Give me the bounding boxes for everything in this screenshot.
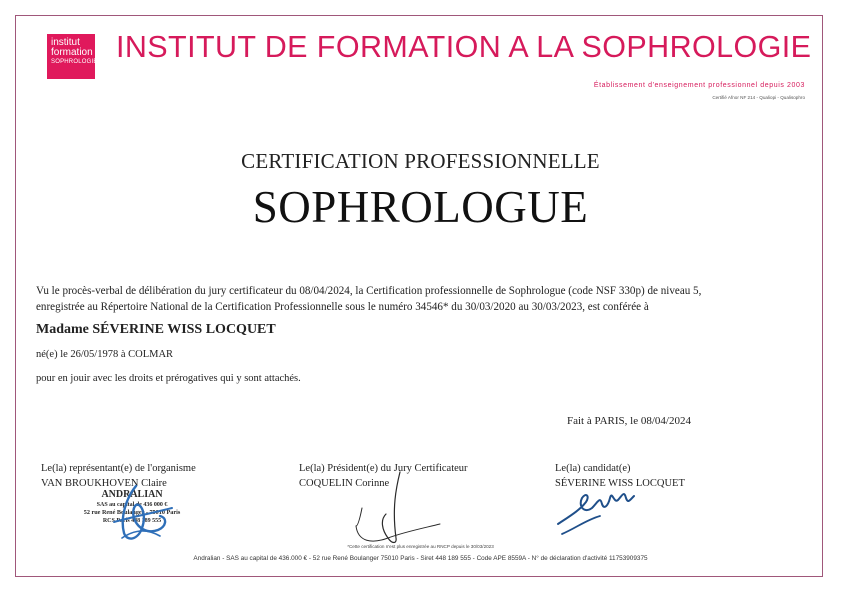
logo-line2: formation bbox=[51, 47, 93, 58]
stamp-rcs: RCS Paris 448 189 555 bbox=[102, 518, 162, 524]
institute-title: INSTITUT DE FORMATION A LA SOPHROLOGIE bbox=[116, 30, 812, 64]
signature-name: VAN BROUKHOVEN Claire bbox=[41, 478, 167, 489]
signature-role: Le(la) candidat(e) bbox=[555, 463, 631, 474]
certificate-footnote: *Cette certification n'est plus enregistrée au RNCP depuis le 30/03/2023 bbox=[347, 544, 494, 549]
institute-logo bbox=[47, 34, 98, 79]
certificate-body-line2: enregistrée au Répertoire National de la Certification Professionnelle sous le numéro 34546* du 30/03/2020 au 30/03/2023, est conférée à bbox=[36, 301, 649, 313]
stamp-capital: SAS au capital de 436 000 € bbox=[96, 502, 168, 508]
certificate-name: SOPHROLOGUE bbox=[252, 182, 589, 232]
stamp-name: ANDRALIAN bbox=[101, 489, 163, 500]
institute-subtitle: Établissement d'enseignement professionnel depuis 2003 bbox=[593, 82, 805, 89]
place-date: Fait à PARIS, le 08/04/2024 bbox=[567, 415, 691, 427]
logo-line3: SOPHROLOGIE bbox=[51, 59, 98, 65]
holder-birth: né(e) le 26/05/1978 à COLMAR bbox=[36, 349, 174, 360]
certificate-body bbox=[36, 283, 816, 315]
certificate-type: CERTIFICATION PROFESSIONNELLE bbox=[241, 149, 600, 173]
certificate-body-line1: Vu le procès-verbal de délibération du jury certificateur du 08/04/2024, la Certification professionnelle de Sophrologue (code NSF 330p) de niveau 5, bbox=[36, 285, 702, 297]
signature-role: Le(la) Président(e) du Jury Certificateur bbox=[299, 463, 468, 474]
rights-statement: pour en jouir avec les droits et prérogatives qui y sont attachés. bbox=[36, 373, 301, 384]
organisation-signature-scribble bbox=[108, 478, 178, 548]
institute-certifications: Certifié Afnor NF 214 - Qualiopi - Qualisophro bbox=[712, 95, 805, 100]
signature-name: SÉVERINE WISS LOCQUET bbox=[555, 478, 685, 489]
certificate-holder: Madame SÉVERINE WISS LOCQUET bbox=[36, 322, 276, 337]
signature-role: Le(la) représentant(e) de l'organisme bbox=[41, 463, 196, 474]
company-footer: Andralian - SAS au capital de 436.000 € - 52 rue René Boulanger 75010 Paris - Siret 448 189 555 - Code APE 8559A - N° de déclaration d'activité 11753909375 bbox=[193, 555, 648, 562]
stamp-address: 52 rue René Boulanger - 75010 Paris bbox=[83, 509, 181, 516]
logo-line1: institut bbox=[51, 37, 80, 48]
candidate-signature-scribble bbox=[556, 480, 636, 540]
signature-name: COQUELIN Corinne bbox=[299, 478, 390, 489]
president-signature-scribble bbox=[352, 468, 442, 548]
